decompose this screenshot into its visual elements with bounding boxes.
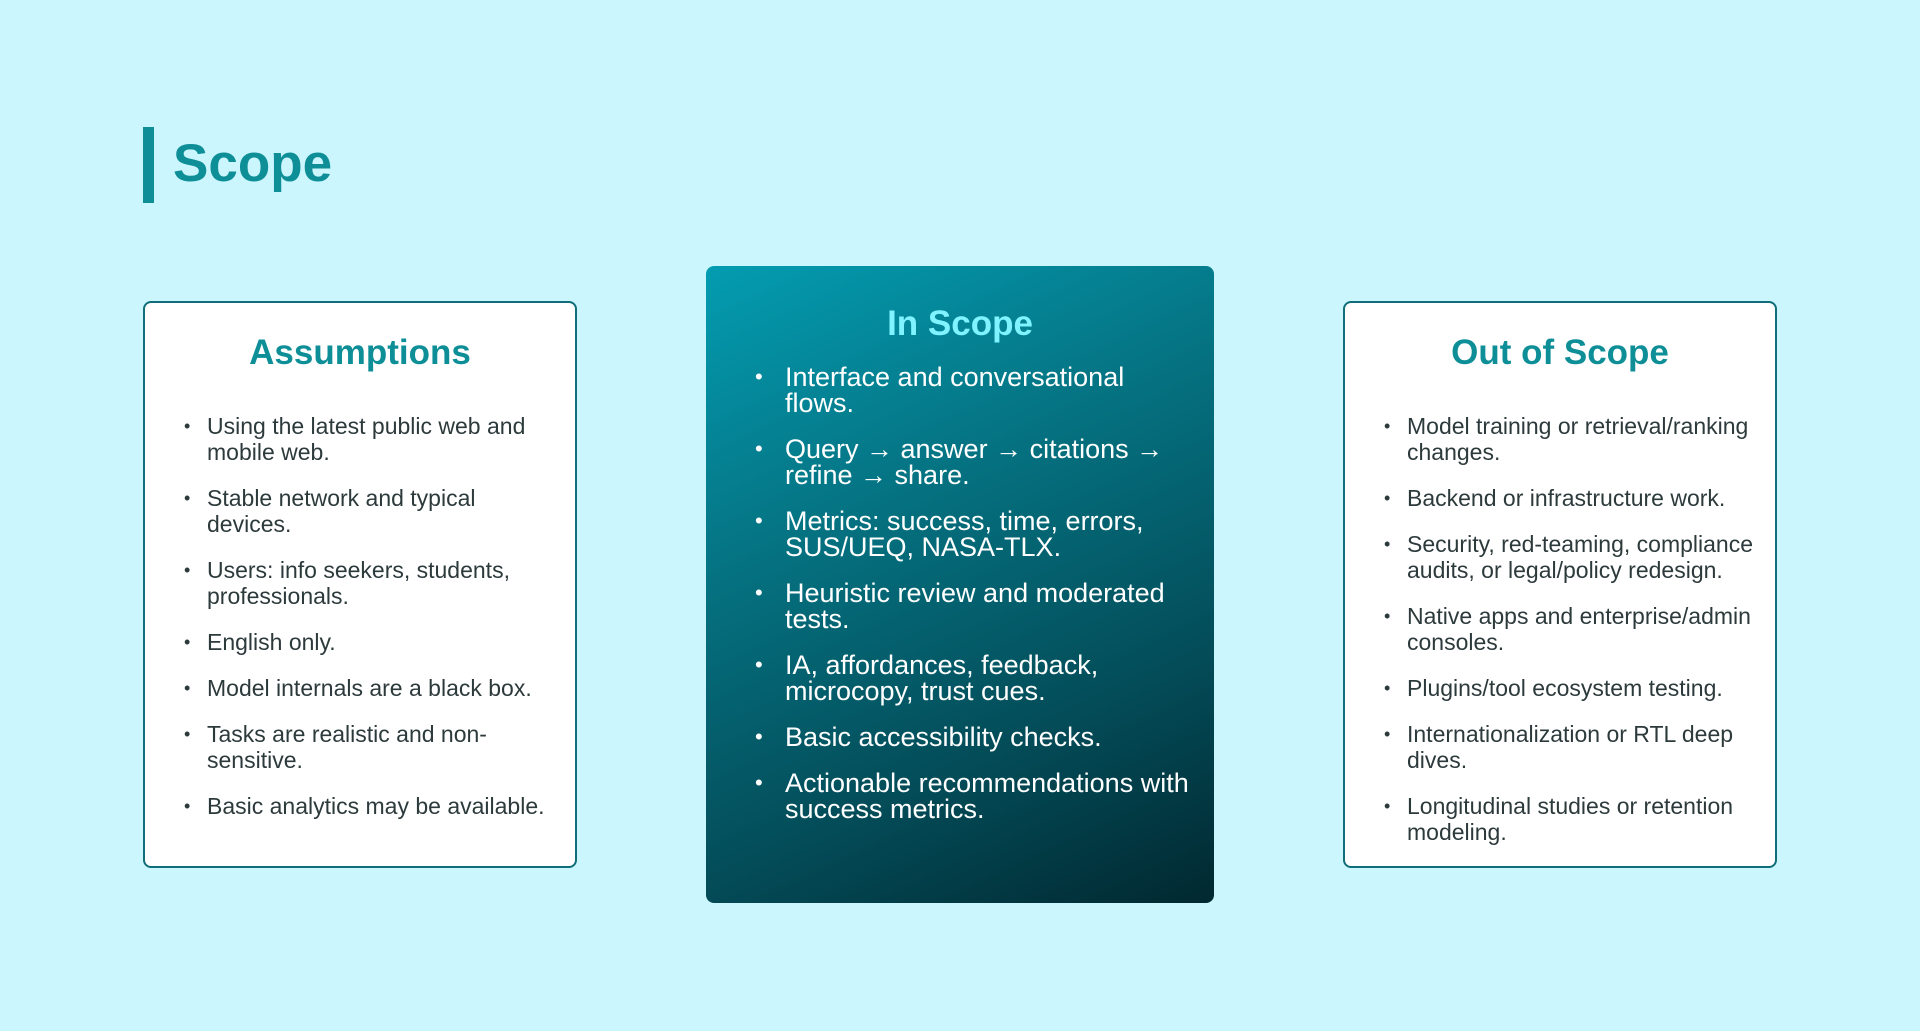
bullet-icon: • [1384,724,1391,744]
list-item-text: IA, affordances, feedback, microcopy, trust cues. [785,650,1099,706]
list-item [184,485,555,537]
bullet-icon: • [1384,488,1391,508]
list-item-text: Users: info seekers, students, professionals. [207,557,510,609]
list-item-text: Actionable recommendations with success metrics. [785,768,1189,824]
list-item [184,557,555,609]
list-item [1384,793,1755,845]
bullet-icon: • [1384,534,1391,554]
list-item-text: Tasks are realistic and non-sensitive. [207,721,487,773]
list-item-text: Heuristic review and moderated tests. [785,578,1165,634]
bullet-icon: • [1384,416,1391,436]
list-item-text: Using the latest public web and mobile web. [207,413,526,465]
list-item-text: Metrics: success, time, errors, SUS/UEQ, NASA-TLX. [785,506,1144,562]
list-item [755,508,1194,560]
list-item [184,721,555,773]
list-item-text: Backend or infrastructure work. [1407,485,1726,511]
list-item-text: Security, red-teaming, compliance audits, or legal/policy redesign. [1407,531,1753,583]
bullet-icon: • [184,678,191,698]
list-item-text: English only. [207,629,336,655]
list-item [755,580,1194,632]
list-item-text: Basic accessibility checks. [785,722,1102,752]
bullet-icon: • [755,436,763,461]
bullet-icon: • [755,652,763,677]
list-item-text: Stable network and typical devices. [207,485,476,537]
list-item [1384,603,1755,655]
bullet-icon: • [755,508,763,533]
bullet-icon: • [184,560,191,580]
list-item [755,364,1194,416]
bullet-icon: • [184,632,191,652]
bullet-icon: • [1384,606,1391,626]
list-item [755,724,1194,750]
bullet-icon: • [1384,678,1391,698]
list-item-text: Model internals are a black box. [207,675,532,701]
out-of-scope-heading: Out of Scope [1451,333,1669,372]
list-item-text: Internationalization or RTL deep dives. [1407,721,1734,773]
assumptions-card [143,301,577,868]
title-accent-bar [143,127,154,203]
bullet-icon: • [755,770,763,795]
list-item [1384,675,1755,701]
list-item-text: Native apps and enterprise/admin consoles. [1407,603,1751,655]
in-scope-card [706,266,1214,903]
list-item-text: Longitudinal studies or retention modeling. [1407,793,1734,845]
bullet-icon: • [184,796,191,816]
bullet-icon: • [184,416,191,436]
list-item [1384,485,1755,511]
list-item [755,770,1194,822]
in-scope-heading: In Scope [887,304,1033,343]
bullet-icon: • [184,488,191,508]
page-title: Scope [173,134,333,193]
bullet-icon: • [1384,796,1391,816]
list-item-text: Basic analytics may be available. [207,793,545,819]
list-item [1384,721,1755,773]
bullet-icon: • [755,364,763,389]
list-item [184,793,555,819]
list-item [1384,413,1755,465]
list-item [755,652,1194,704]
bullet-icon: • [184,724,191,744]
bullet-icon: • [755,724,763,749]
list-item-text: Model training or retrieval/ranking changes. [1407,413,1749,465]
list-item-text: Query → answer → citations → refine → share. [785,434,1164,490]
out-of-scope-list [1345,413,1775,845]
list-item [184,413,555,465]
list-item-text: Interface and conversational flows. [785,362,1125,418]
in-scope-list [706,364,1214,822]
list-item [184,629,555,655]
assumptions-list [145,413,575,819]
out-of-scope-card [1343,301,1777,868]
bullet-icon: • [755,580,763,605]
list-item [755,436,1194,488]
list-item-text: Plugins/tool ecosystem testing. [1407,675,1723,701]
assumptions-heading: Assumptions [249,333,471,372]
list-item [1384,531,1755,583]
list-item [184,675,555,701]
